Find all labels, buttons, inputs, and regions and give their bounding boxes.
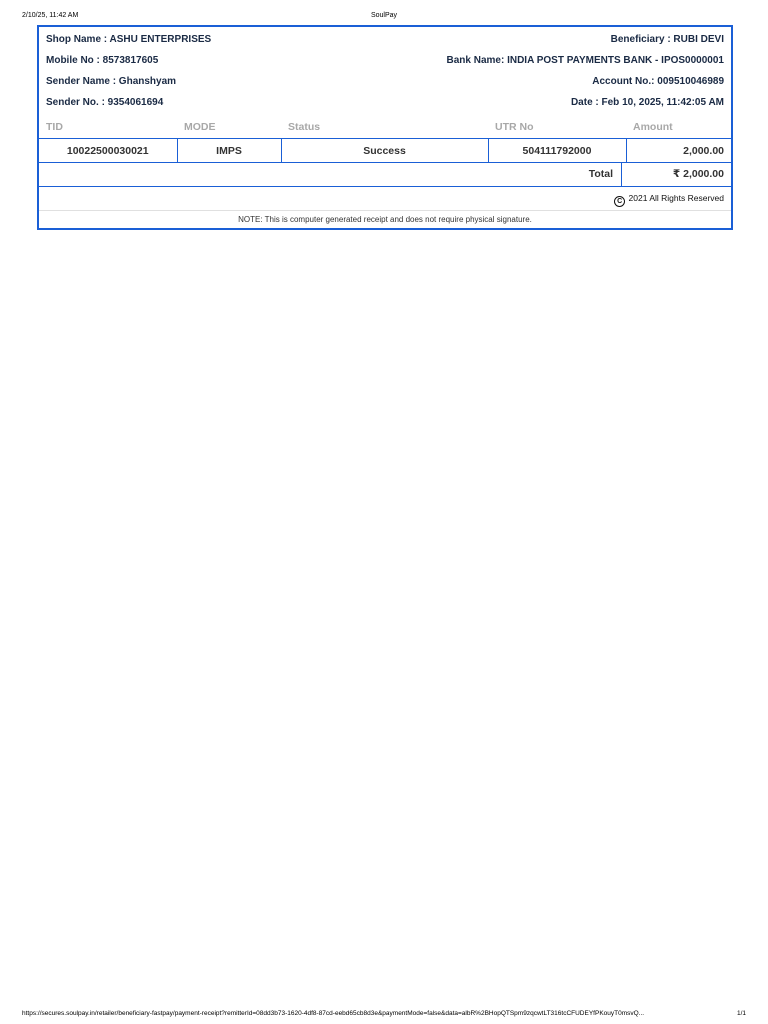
beneficiary-name: Beneficiary : RUBI DEVI — [610, 34, 724, 45]
info-row-sender — [39, 71, 731, 92]
bank-name: Bank Name: INDIA POST PAYMENTS BANK - IPOS0000001 — [446, 55, 724, 66]
info-row-mobile — [39, 50, 731, 71]
column-header-amount: Amount — [633, 121, 673, 133]
cell-utr: 504111792000 — [488, 139, 626, 163]
cell-tid: 10022500030021 — [39, 139, 177, 163]
total-label: Total — [588, 168, 613, 180]
table-header-row — [39, 116, 731, 139]
cell-amount: 2,000.00 — [626, 139, 731, 163]
page-number: 1/1 — [736, 1010, 746, 1017]
transaction-date: Date : Feb 10, 2025, 11:42:05 AM — [570, 97, 724, 108]
account-number: Account No.: 009510046989 — [592, 76, 724, 87]
sender-name: Sender Name : Ghanshyam — [46, 76, 177, 87]
copyright-icon: C — [614, 196, 625, 207]
copyright-line — [39, 187, 731, 211]
transaction-table — [39, 116, 731, 162]
payment-receipt — [37, 25, 733, 230]
receipt-note: NOTE: This is computer generated receipt and does not require physical signature. — [238, 215, 532, 224]
total-row — [39, 162, 731, 187]
column-header-utr: UTR No — [495, 121, 534, 133]
total-value: ₹ 2,000.00 — [621, 163, 731, 186]
cell-mode: IMPS — [177, 139, 281, 163]
sender-number: Sender No. : 9354061694 — [46, 97, 164, 108]
column-header-status: Status — [288, 121, 321, 133]
mobile-number: Mobile No : 8573817605 — [46, 55, 159, 66]
copyright-text: 2021 All Rights Reserved — [628, 193, 724, 203]
column-header-tid: TID — [46, 121, 63, 133]
table-row — [39, 139, 731, 163]
info-row-sender-no — [39, 92, 731, 113]
cell-status: Success — [281, 139, 488, 163]
print-url: https://secures.soulpay.in/retailer/beneficiary-fastpay/payment-receipt?remitterId=08dd3b73-1620-4df8-87cd-eebd65cb8d3e&paymentMode=false&data=albR%2BHopQTSpm9zqcwtLT316tcCFUDEYfPKouyT0msvQ... — [22, 1010, 645, 1017]
column-header-mode: MODE — [184, 121, 216, 133]
print-datetime: 2/10/25, 11:42 AM — [22, 12, 79, 19]
info-row-shop — [39, 29, 731, 50]
print-title: SoulPay — [370, 12, 398, 19]
shop-name: Shop Name : ASHU ENTERPRISES — [46, 34, 212, 45]
